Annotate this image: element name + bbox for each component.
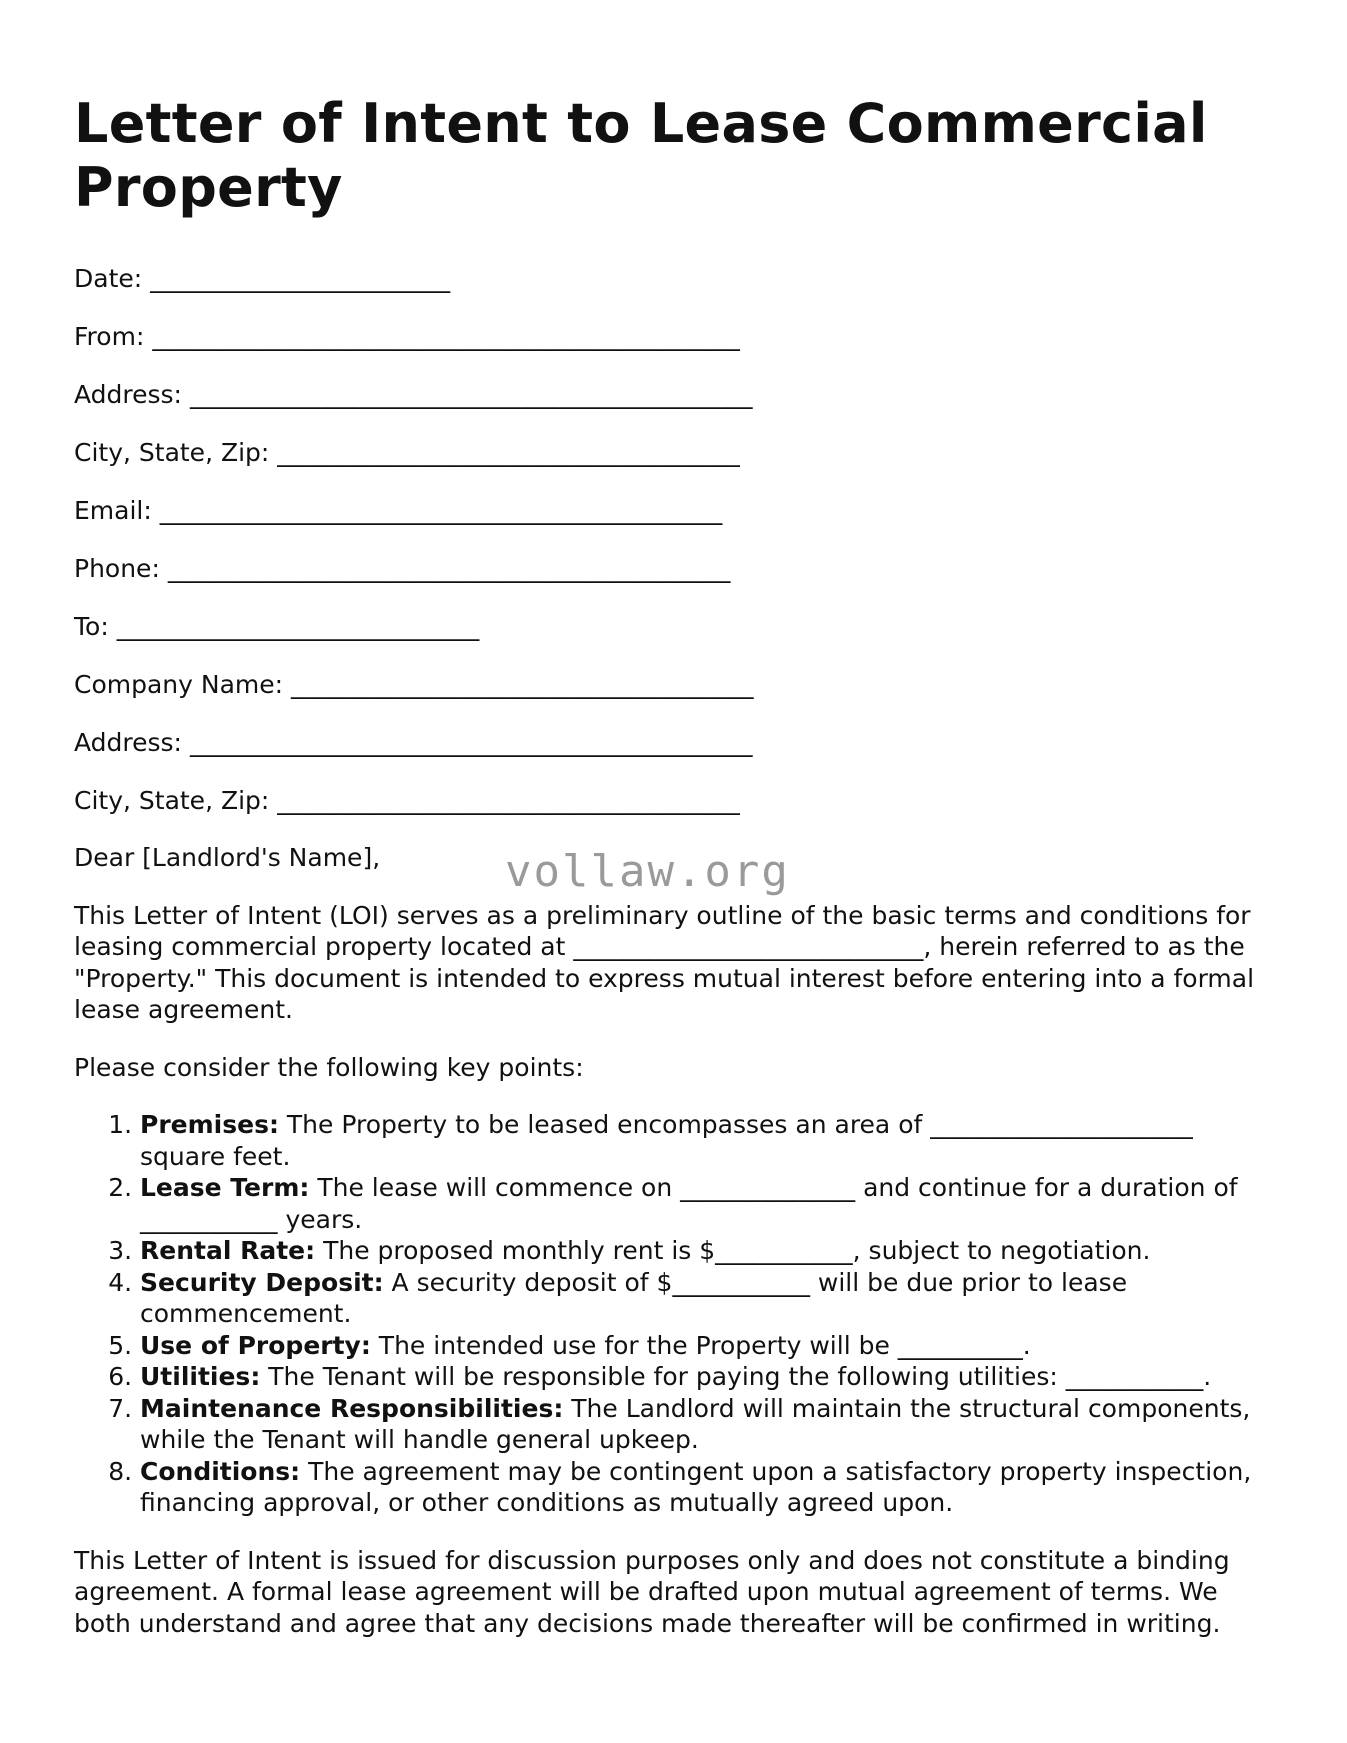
- list-item: [140, 1393, 1274, 1456]
- field-label: Company Name:: [74, 670, 284, 699]
- field-label: Email:: [74, 496, 152, 525]
- key-point-label: Use of Property:: [140, 1330, 371, 1360]
- greeting: Dear [Landlord's Name],: [74, 843, 381, 872]
- intro-paragraph: This Letter of Intent (LOI) serves as a preliminary outline of the basic terms and conditions for leasing commercial property located at ____________________________, herein referred to as the "Property." This document is intended to express mutual interest before entering into a formal lease agreement.: [74, 900, 1255, 1024]
- field-blank: _____________________________: [116, 612, 480, 641]
- field-blank: _____________________________________: [277, 438, 740, 467]
- to-field: [74, 612, 1274, 642]
- field-blank: _____________________________________: [291, 670, 754, 699]
- list-item: [140, 1109, 1274, 1172]
- from-field: [74, 322, 1274, 352]
- key-point-text: The agreement may be contingent upon a satisfactory property inspection, financing approval, or other conditions as mutually agreed upon.: [140, 1456, 1252, 1517]
- date-field: [74, 264, 1274, 294]
- email-field: [74, 496, 1274, 526]
- list-item: [140, 1330, 1274, 1362]
- key-point-text: The lease will commence on ______________ and continue for a duration of ___________ years.: [140, 1173, 1238, 1234]
- from-address-field: [74, 380, 1274, 410]
- key-point-label: Rental Rate:: [140, 1236, 316, 1265]
- key-point-label: Security Deposit:: [140, 1267, 384, 1297]
- watermark: vollaw.org: [505, 846, 790, 897]
- field-blank: _____________________________________________: [189, 380, 753, 409]
- field-blank: _______________________________________________: [152, 322, 740, 351]
- document-title: Letter of Intent to Lease Commercial Property: [74, 92, 1208, 219]
- key-points-list: [74, 1109, 1274, 1519]
- list-item: [140, 1172, 1274, 1235]
- list-item: [140, 1361, 1274, 1393]
- field-label: Address:: [74, 728, 182, 757]
- field-label: Address:: [74, 380, 182, 409]
- key-point-text: The proposed monthly rent is $___________, subject to negotiation.: [315, 1236, 1151, 1265]
- field-label: Date:: [74, 264, 143, 293]
- field-blank: _____________________________________________: [189, 728, 753, 757]
- key-point-label: Maintenance Responsibilities:: [140, 1393, 564, 1423]
- field-label: To:: [74, 612, 109, 641]
- closing-paragraph: This Letter of Intent is issued for discussion purposes only and does not constitute a binding agreement. A formal lease agreement will be drafted upon mutual agreement of terms. We both understand and agree that any decisions made thereafter will be confirmed in writing.: [74, 1545, 1230, 1638]
- key-point-text: The Landlord will maintain the structural components, while the Tenant will handle general upkeep.: [140, 1393, 1251, 1454]
- phone-field: [74, 554, 1274, 584]
- header-fields: [74, 264, 1274, 816]
- key-point-label: Lease Term:: [140, 1173, 310, 1202]
- field-label: From:: [74, 322, 145, 351]
- field-label: City, State, Zip:: [74, 786, 270, 815]
- key-point-text: The intended use for the Property will be __________.: [370, 1330, 1031, 1360]
- field-label: Phone:: [74, 554, 160, 583]
- company-name-field: [74, 670, 1274, 700]
- field-blank: _____________________________________: [277, 786, 740, 815]
- to-address-field: [74, 728, 1274, 758]
- key-point-text: The Tenant will be responsible for paying the following utilities: ___________.: [260, 1362, 1212, 1391]
- list-item: [140, 1267, 1274, 1330]
- key-points-intro: Please consider the following key points:: [74, 1052, 584, 1082]
- field-blank: _____________________________________________: [167, 554, 731, 583]
- key-point-text: A security deposit of $___________ will be due prior to lease commencement.: [140, 1267, 1128, 1328]
- key-point-label: Utilities:: [140, 1362, 261, 1391]
- from-city-state-zip-field: [74, 438, 1274, 468]
- field-label: City, State, Zip:: [74, 438, 270, 467]
- field-blank: _____________________________________________: [159, 496, 723, 525]
- key-point-label: Premises:: [140, 1110, 279, 1139]
- list-item: [140, 1456, 1274, 1519]
- field-blank: ________________________: [150, 264, 451, 293]
- key-point-label: Conditions:: [140, 1456, 301, 1486]
- key-point-text: The Property to be leased encompasses an area of _____________________ square feet.: [140, 1110, 1193, 1171]
- to-city-state-zip-field: [74, 786, 1274, 816]
- list-item: [140, 1235, 1274, 1267]
